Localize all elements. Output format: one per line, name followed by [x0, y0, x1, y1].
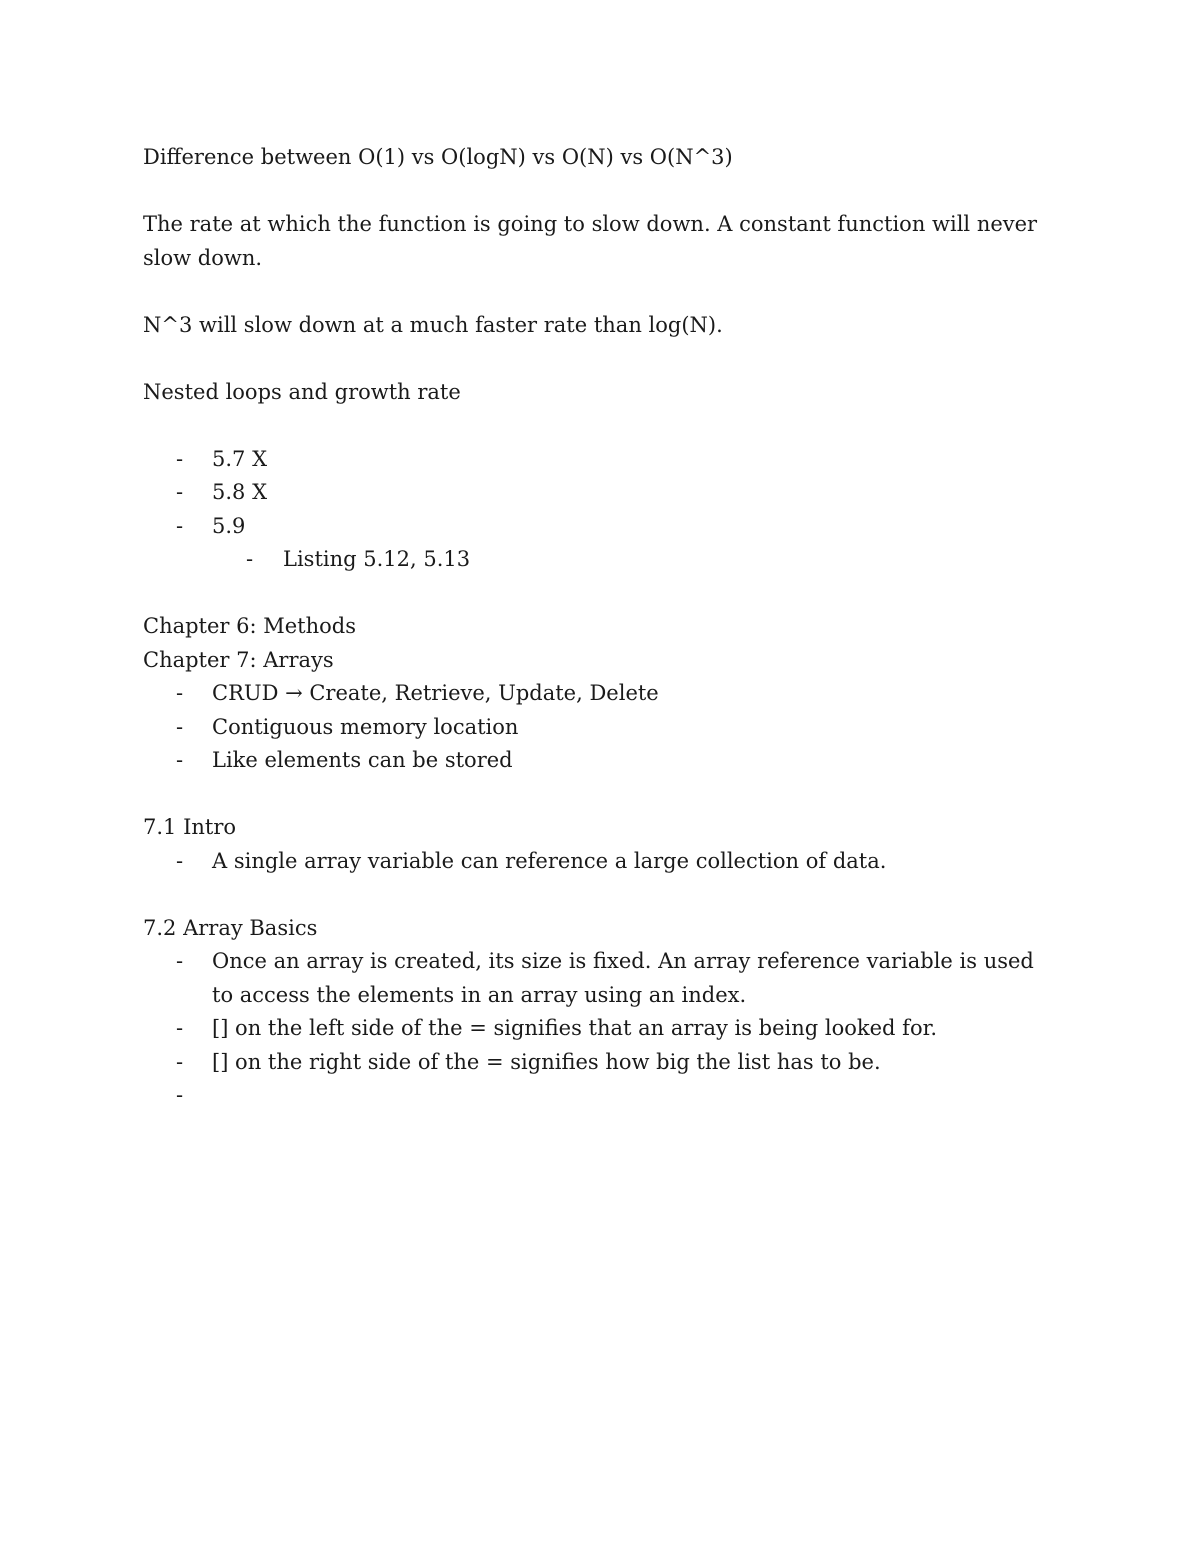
spacer	[143, 778, 1053, 812]
dash-bullet: -	[176, 480, 184, 504]
document-body	[143, 141, 1053, 1113]
list-item	[143, 1079, 1053, 1113]
nested-loops-list	[143, 443, 1053, 544]
dash-bullet: -	[246, 547, 254, 571]
list-item	[143, 1012, 1053, 1046]
list-item	[143, 945, 1053, 1012]
title-line: Difference between O(1) vs O(logN) vs O(N) vs O(N^3)	[143, 145, 733, 169]
heading-chapter-7: Chapter 7: Arrays	[143, 647, 334, 672]
dash-bullet: -	[176, 848, 184, 873]
list-item	[143, 543, 1053, 577]
dash-bullet: -	[176, 513, 184, 538]
list-item-text: Like elements can be stored	[212, 748, 513, 772]
list-item-text: 5.8 X	[212, 480, 268, 504]
list-item-text	[212, 1083, 219, 1107]
list-item-text: A single array variable can reference a large collection of data.	[212, 848, 887, 873]
paragraph-n3: N^3 will slow down at a much faster rate than log(N).	[143, 312, 723, 337]
list-item-text: [] on the right side of the = signifies how big the list has to be.	[212, 1049, 881, 1074]
list-item	[143, 744, 1053, 778]
list-item	[143, 510, 1053, 544]
nested-loops-sublist	[143, 543, 1053, 577]
list-item-text: Contiguous memory location	[212, 714, 519, 739]
dash-bullet: -	[176, 1016, 184, 1040]
dash-bullet: -	[176, 949, 184, 973]
dash-bullet: -	[176, 446, 184, 471]
heading-chapter-6: Chapter 6: Methods	[143, 614, 357, 638]
list-item	[143, 1046, 1053, 1080]
intro-list	[143, 845, 1053, 879]
spacer	[143, 175, 1053, 209]
spacer	[143, 275, 1053, 309]
dash-bullet: -	[176, 1049, 184, 1074]
spacer	[143, 577, 1053, 611]
list-item-text: Once an array is created, its size is fixed. An array reference variable is used to access the elements in an array using an index.	[212, 949, 1034, 1007]
list-item	[143, 476, 1053, 510]
list-item	[143, 845, 1053, 879]
list-item-text: Listing 5.12, 5.13	[283, 547, 471, 571]
heading-7-1: 7.1 Intro	[143, 815, 237, 839]
dash-bullet: -	[176, 714, 184, 739]
list-item-text: [] on the left side of the = signifies that an array is being looked for.	[212, 1016, 938, 1040]
list-item	[143, 677, 1053, 711]
chapter-7-list	[143, 677, 1053, 778]
heading-nested-loops: Nested loops and growth rate	[143, 379, 461, 404]
array-basics-list	[143, 945, 1053, 1113]
dash-bullet: -	[176, 1083, 184, 1107]
spacer	[143, 342, 1053, 376]
list-item-text: 5.7 X	[212, 446, 268, 471]
dash-bullet: -	[176, 681, 184, 705]
heading-7-2: 7.2 Array Basics	[143, 915, 318, 940]
spacer	[143, 878, 1053, 912]
paragraph-rate: The rate at which the function is going to slow down. A constant function will never slow down.	[143, 212, 1038, 270]
list-item-text: 5.9	[212, 513, 246, 538]
dash-bullet: -	[176, 748, 184, 772]
list-item	[143, 443, 1053, 477]
list-item	[143, 711, 1053, 745]
spacer	[143, 409, 1053, 443]
list-item-text: CRUD → Create, Retrieve, Update, Delete	[212, 681, 659, 705]
